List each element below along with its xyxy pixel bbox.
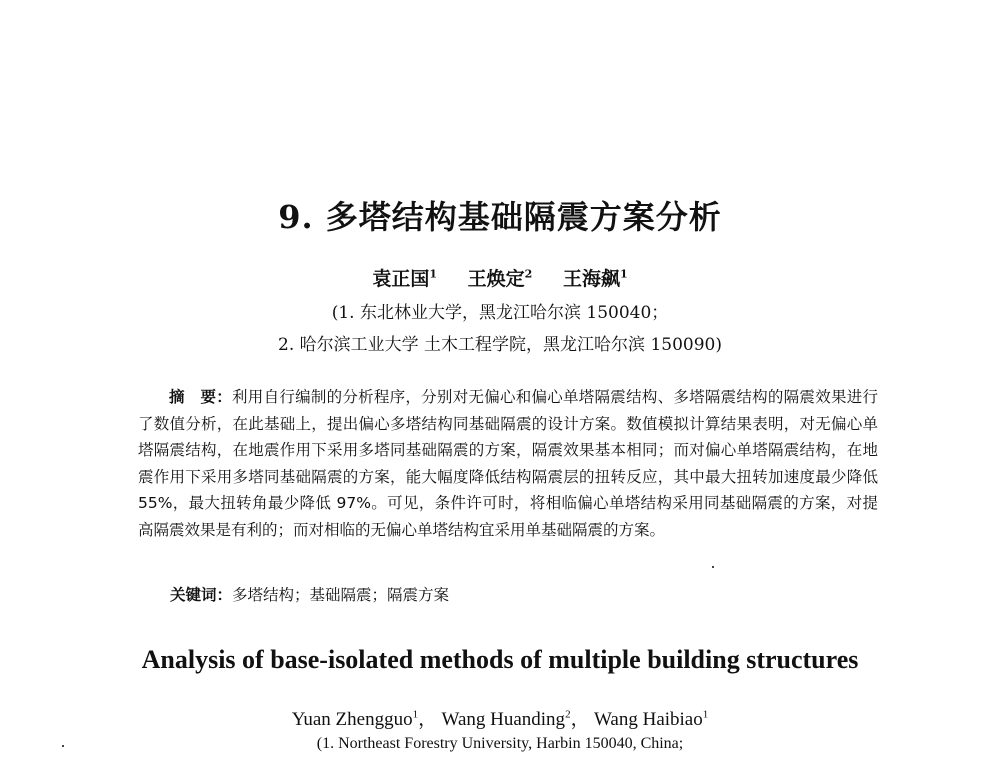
abstract-cn [138, 384, 878, 543]
abstract-text: 利用自行编制的分析程序，分别对无偏心和偏心单塔隔震结构、多塔隔震结构的隔震效果进行了数值分析，在此基础上，提出偏心多塔结构同基础隔震的设计方案。数值模拟计算结果表明，对无偏心单塔隔震结构，在地震作用下采用多塔同基础隔震的方案，隔震效果基本相同；而对偏心单塔隔震结构，在地震作用下采用多塔同基础隔震的方案，能大幅度降低结构隔震层的扭转反应，其中最大扭转加速度最少降低 55%，最大扭转角最少降低 97%。可见，条件许可时，将相临偏心单塔结构采用同基础隔震的方案，对提高隔震效果是有利的；而对相临的无偏心单塔结构宜采用单基础隔震的方案。 [138, 388, 878, 539]
affiliation-cn-2: 2. 哈尔滨工业大学 土木工程学院，黑龙江哈尔滨 150090) [278, 335, 722, 355]
author-cn: 王海飙$^1$ [562, 267, 628, 290]
author-cn: 袁正国$^1$ [372, 267, 438, 290]
keywords-text: 多塔结构；基础隔震；隔震方案 [232, 586, 450, 604]
keywords-cn [170, 583, 449, 605]
author-en: Yuan Zhengguo$^1$， [291, 708, 438, 730]
author-cn: 王焕定$^2$ [467, 267, 533, 290]
affiliation-en: (1. Northeast Forestry University, Harbin 150040, China; [316, 735, 684, 752]
affiliation-cn-1: (1. 东北林业大学，黑龙江哈尔滨 150040； [331, 303, 669, 323]
abstract-label: 摘 要： [169, 388, 233, 406]
author-list-cn [0, 264, 1000, 291]
author-en: Wang Haibiao$^1$ [594, 708, 709, 730]
author-en: Wang Huanding$^2$， [441, 708, 590, 730]
paper-title-cn: 9. 多塔结构基础隔震方案分析 [278, 198, 722, 236]
paper-title-en: Analysis of base-isolated methods of multiple building structures [141, 645, 859, 674]
author-list-en [0, 704, 1000, 731]
keywords-label: 关键词： [170, 586, 233, 604]
scan-speck [712, 566, 714, 568]
scan-speck [62, 745, 64, 747]
